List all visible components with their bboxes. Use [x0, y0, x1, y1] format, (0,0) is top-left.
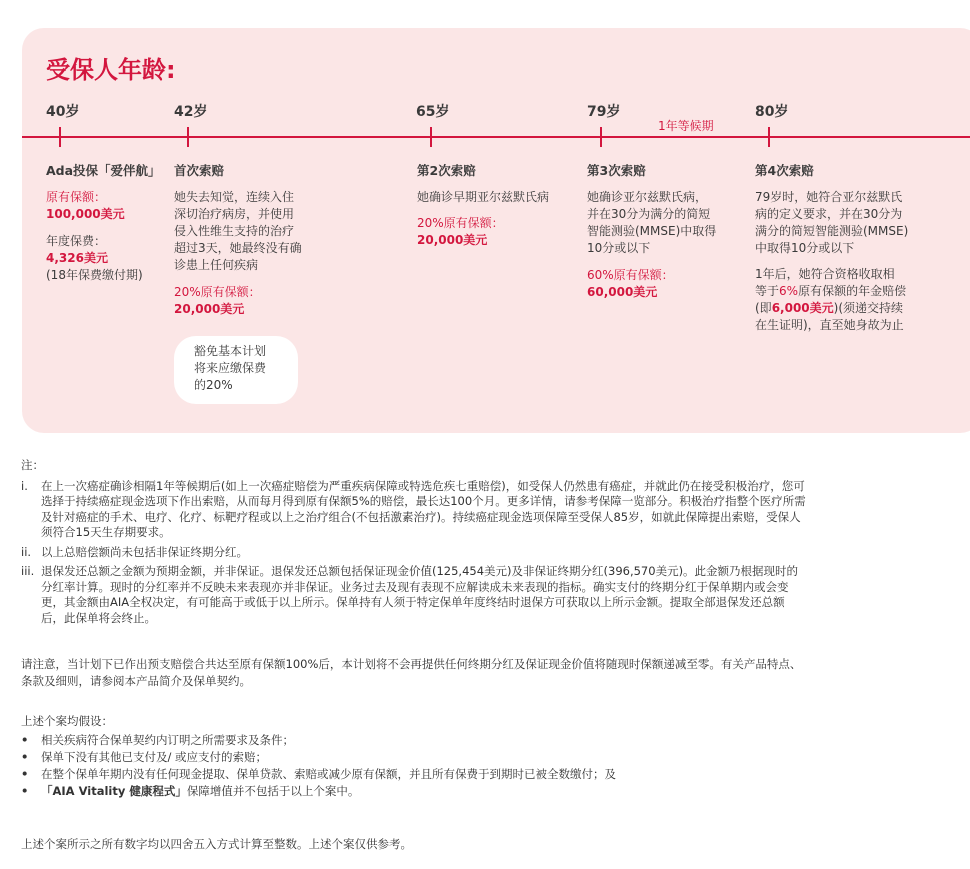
page-title: 受保人年龄: [46, 56, 176, 84]
timeline-tick [59, 127, 61, 147]
claim-desc-line: 病的定义要求，并在30分为 [755, 207, 903, 221]
claim-desc-line: 侵入性维生支持的治疗 [174, 224, 295, 238]
annuity-line: 在生证明)，直至她身故为止 [755, 318, 904, 332]
note-line: 以上总赔偿额尚未包括非保证终期分红。 [41, 544, 248, 559]
premium-waiver-bubble [174, 336, 298, 404]
claim-pct-label: 20%原有保额： [174, 285, 261, 299]
annuity-line: (即6,000美元)(须递交持续 [755, 301, 904, 315]
claim-pct-label: 20%原有保额： [417, 216, 504, 230]
column-heading: 第4次索赔 [755, 163, 814, 178]
claim-3-column [587, 162, 747, 301]
claim-pct-label: 60%原有保额： [587, 268, 674, 282]
timeline-tick [430, 127, 432, 147]
notes-section [21, 458, 931, 626]
claim-desc-line: 79岁时，她符合亚尔兹默氏 [755, 190, 903, 204]
column-heading: 第3次索赔 [587, 163, 646, 178]
age-label-80: 80岁 [755, 104, 789, 120]
claim-desc-line: 并在30分为满分的简短 [587, 207, 711, 221]
bubble-line: 的20% [194, 378, 233, 392]
claim-desc-line: 她确诊亚尔兹默氏病， [587, 190, 708, 204]
claim-desc-line: 满分的简短智能测验(MMSE) [755, 224, 909, 238]
note-line: 退保发还总额之金额为预期金额，并非保证。退保发还总额包括保证现金价值(125,454美元)及非保证终期分红(396,570美元)。此金额乃根据现时的 [41, 564, 799, 578]
annuity-amount: 6,000美元 [771, 301, 834, 315]
note-number: ii. [21, 544, 32, 559]
note-line: 分红率计算。现时的分红率并不反映未来表现亦并非保证。业务过去及现有表现不应解读成未来表现的指标。确实支付的终期分红于保单期内或会变 [41, 579, 789, 594]
waiting-period-label: 1年等候期 [658, 119, 714, 133]
claim-amount: 20,000美元 [174, 302, 245, 316]
claim-desc-line: 深切治疗病房，并使用 [174, 207, 295, 221]
age-label-65: 65岁 [416, 104, 450, 120]
column-heading: 第2次索赔 [417, 163, 476, 178]
annuity-line: 等于6%原有保额的年金赔偿 [755, 284, 907, 298]
vitality-program-name: 「AIA Vitality 健康程式」 [41, 784, 187, 798]
rounding-note: 上述个案所示之所有数字均以四舍五入方式计算至整数。上述个案仅供参考。 [21, 837, 412, 851]
note-line: 及针对癌症的手术、电疗、化疗、标靶疗程或以上之治疗组合(不包括激素治疗)。持续癌症现金选项保障至受保人85岁，如就此保障提出索赔，受保人 [41, 509, 801, 524]
note-number: iii. [21, 564, 35, 578]
note-item [21, 564, 931, 626]
column-heading: Ada投保「爱伴航」 [46, 163, 161, 178]
claim-4-column [755, 162, 955, 340]
claim-amount: 20,000美元 [417, 233, 488, 247]
note-line: 后，此保单将会终止。 [41, 610, 156, 625]
claim-1-column [174, 162, 324, 318]
list-item: • 保单下没有其他已支付及/ 或应支付的索赔； [21, 750, 268, 764]
claim-2-column [417, 162, 577, 249]
bubble-line: 将来应缴保费 [194, 361, 267, 375]
list-item: • 在整个保单年期内没有任何现金提取、保单贷款、索赔或减少原有保额，并且所有保费于到期时已被全数缴付；及 [21, 767, 616, 781]
note-line: 更，其金额由AIA全权决定，有可能高于或低于以上所示。保单持有人须于特定保单年度终结时退保方可获取以上所示金额。提取全部退保发还总额 [41, 595, 785, 609]
bubble-line: 豁免基本计划 [194, 344, 267, 358]
claim-desc-line: 超过3天，她最终没有确 [174, 241, 302, 255]
notice-line: 条款及细则，请参阅本产品简介及保单契约。 [21, 674, 251, 688]
note-item [21, 479, 931, 541]
assumptions-section [21, 713, 936, 800]
list-item: • 相关疾病符合保单契约内订明之所需要求及条件； [21, 733, 294, 747]
timeline-tick [600, 127, 602, 147]
age-label-79: 79岁 [587, 104, 621, 120]
note-number: i. [21, 478, 28, 493]
claim-amount: 60,000美元 [587, 285, 658, 299]
original-sum-label: 原有保额： [46, 190, 107, 204]
age-label-42: 42岁 [174, 104, 208, 120]
notes-label: 注： [21, 458, 44, 472]
note-line: 须符合15天生存期要求。 [41, 525, 171, 539]
claim-desc-line: 智能测验(MMSE)中取得 [587, 224, 717, 238]
premium-note: (18年保费缴付期) [46, 268, 143, 282]
claim-desc-line: 10分或以下 [587, 241, 651, 255]
claim-desc-line: 她失去知觉，连续入住 [174, 190, 295, 204]
notice-paragraph [21, 656, 936, 690]
claim-desc-line: 中取得10分或以下 [755, 241, 855, 255]
note-line: 选择于持续癌症现金选项下作出索赔，从而每月得到原有保额5%的赔偿，最长达100个月。更多详情，请参考保障一览部分。积极治疗指整个医疗所需 [41, 494, 806, 508]
original-sum-value: 100,000美元 [46, 207, 125, 221]
policy-start-column [46, 162, 166, 290]
list-item: • 「AIA Vitality 健康程式」保障增值并不包括于以上个案中。 [21, 784, 360, 798]
timeline-tick [187, 127, 189, 147]
note-item [21, 545, 931, 561]
premium-label: 年度保费： [46, 234, 107, 248]
notice-line: 请注意，当计划下已作出预支赔偿合共达至原有保额100%后，本计划将不会再提供任何终期分红及保证现金价值将随现时保额递减至零。有关产品特点、 [21, 657, 802, 671]
premium-value: 4,326美元 [46, 251, 108, 265]
column-heading: 首次索赔 [174, 163, 225, 178]
age-label-40: 40岁 [46, 104, 80, 120]
claim-desc-line: 诊患上任何疾病 [174, 258, 259, 272]
claim-desc-line: 她确诊早期亚尔兹默氏病 [417, 190, 550, 204]
annuity-line: 1年后，她符合资格收取相 [755, 267, 895, 281]
timeline-line [22, 136, 970, 138]
annuity-pct: 6% [779, 284, 799, 298]
assumptions-intro: 上述个案均假设： [21, 714, 113, 728]
note-line: 在上一次癌症确诊相隔1年等候期后(如上一次癌症赔偿为严重疾病保障或特选危疾七重赔偿)，如受保人仍然患有癌症，并就此仍在接受积极治疗，您可 [41, 478, 805, 493]
timeline-tick [768, 127, 770, 147]
